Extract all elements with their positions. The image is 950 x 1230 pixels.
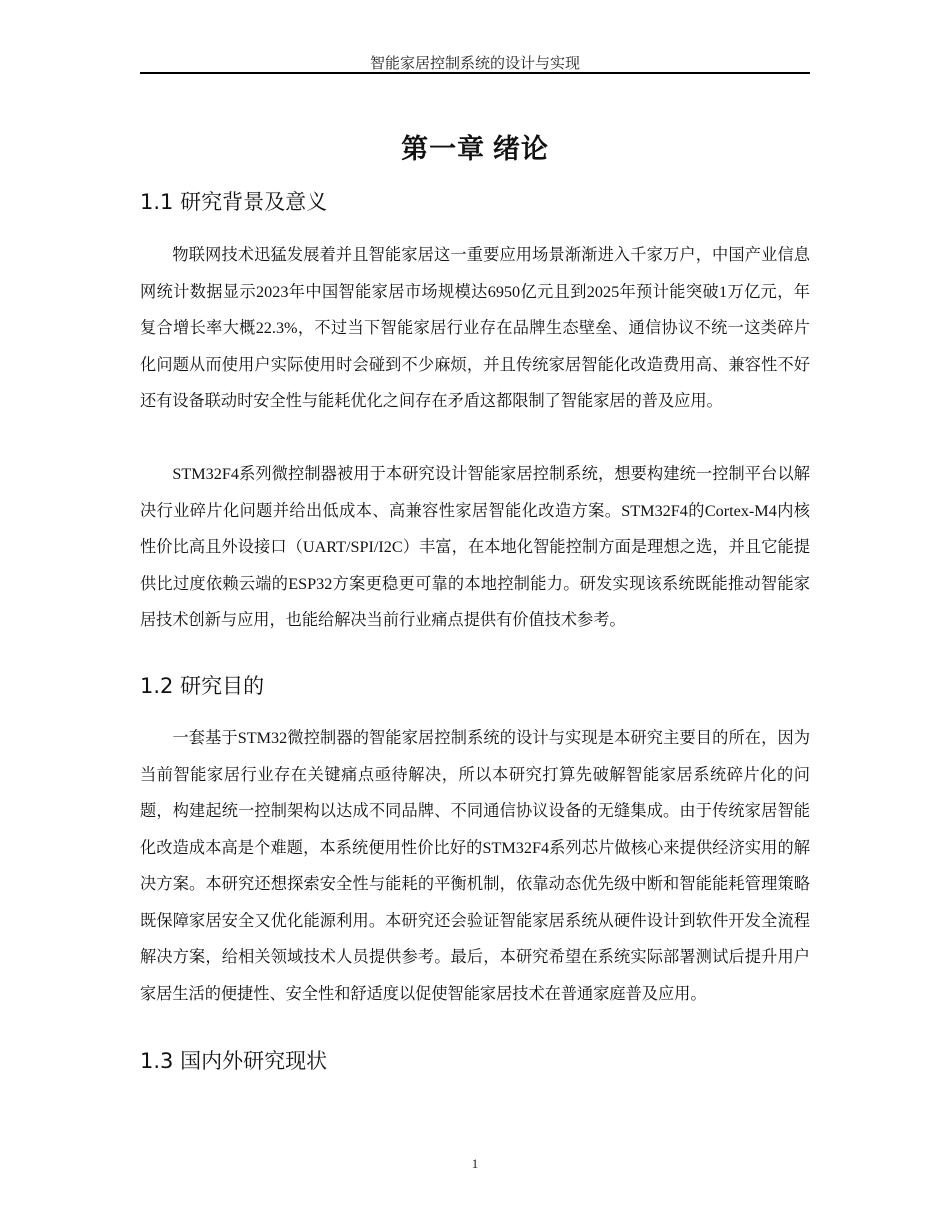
section-heading-1-1: 1.1 研究背景及意义 (140, 190, 328, 214)
running-header: 智能家居控制系统的设计与实现 (369, 56, 580, 72)
section-heading-1-2: 1.2 研究目的 (140, 674, 265, 698)
section-heading-1-3: 1.3 国内外研究现状 (140, 1049, 328, 1073)
paragraph-1-2-a: 一套基于STM32微控制器的智能家居控制系统的设计与实现是本研究主要目的所在，因为当前智能家居行业存在关键痛点亟待解决，所以本研究打算先破解智能家居系统碎片化的问题，构建起统一控制架构以达成不同品牌、不同通信协议设备的无缝集成。由于传统家居智能化改造成本高是个难题，本系统便用性价比好的STM32F4系列芯片做核心来提供经济实用的解决方案。本研究还想探索安全性与能耗的平衡机制，依靠动态优先级中断和智能能耗管理策略既保障家居安全又优化能源利用。本研究还会验证智能家居系统从硬件设计到软件开发全流程解决方案，给相关领域技术人员提供参考。最后，本研究希望在系统实际部署测试后提升用户家居生活的便捷性、安全性和舒适度以促使智能家居技术在普通家庭普及应用。 (140, 729, 810, 1003)
chapter-title: 第一章 绪论 (401, 134, 549, 164)
paragraph-1-1-a: 物联网技术迅猛发展着并且智能家居这一重要应用场景渐渐进入千家万户，中国产业信息网统计数据显示2023年中国智能家居市场规模达6950亿元且到2025年预计能突破1万亿元，年复合增长率大概22.3%，不过当下智能家居行业存在品牌生态壁垒、通信协议不统一这类碎片化问题从而使用户实际使用时会碰到不少麻烦，并且传统家居智能化改造费用高、兼容性不好还有设备联动时安全性与能耗优化之间存在矛盾这都限制了智能家居的普及应用。 (140, 246, 810, 410)
paragraph-1-1-b: STM32F4系列微控制器被用于本研究设计智能家居控制系统，想要构建统一控制平台以解决行业碎片化问题并给出低成本、高兼容性家居智能化改造方案。STM32F4的Cortex-M4内核性价比高且外设接口（UART/SPI/I2C）丰富，在本地化智能控制方面是理想之选，并且它能提供比过度依赖云端的ESP32方案更稳更可靠的本地控制能力。研发实现该系统既能推动智能家居技术创新与应用，也能给解决当前行业痛点提供有价值技术参考。 (140, 465, 810, 629)
header-rule (140, 72, 810, 74)
page-number: 1 (471, 1156, 479, 1171)
